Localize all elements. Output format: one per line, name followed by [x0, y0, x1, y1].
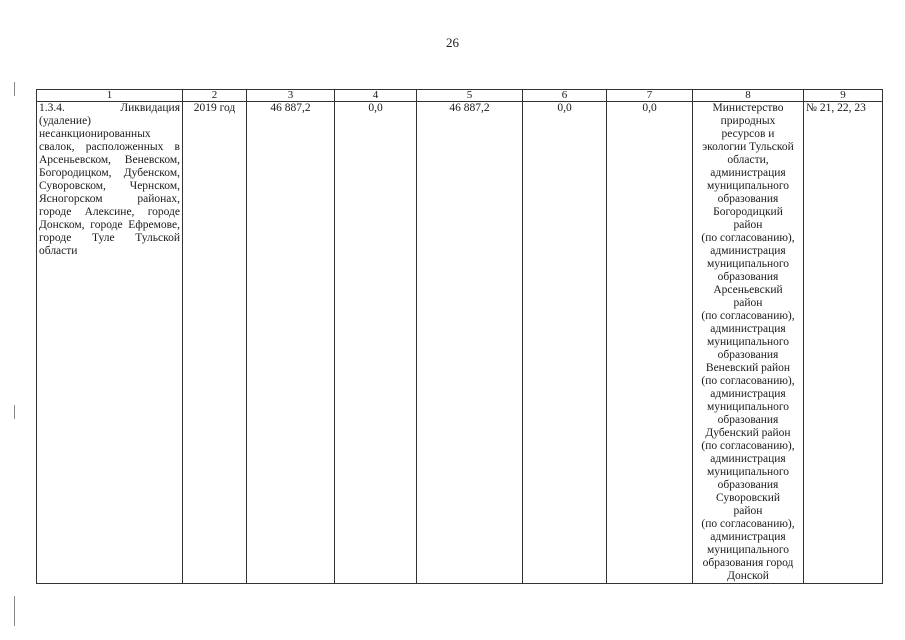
table-row — [37, 102, 883, 584]
amount-cell-col7: 0,0 — [607, 102, 693, 584]
binding-mark-mid — [14, 405, 15, 419]
binding-mark-top — [14, 82, 15, 96]
header-cell-8: 8 — [693, 90, 804, 102]
header-cell-9: 9 — [804, 90, 883, 102]
table-header-row — [37, 90, 883, 102]
period-cell: 2019 год — [183, 102, 247, 584]
responsible-executors-cell: Министерство природных ресурсов и экологии Тульской области, администрация муниципального образования Богородицкий район (по согласованию), администрация муниципального образования Арсеньевский район (по согласованию), администрация муниципального образования Веневский район (по согласованию), администрация муниципального образования Дубенский район (по согласованию), администрация муниципального образования Суворовский район (по согласованию), администрация муниципального образования город Донской — [693, 102, 804, 584]
amount-cell-col6: 0,0 — [523, 102, 607, 584]
header-cell-6: 6 — [523, 90, 607, 102]
page-number: 26 — [446, 35, 459, 50]
activity-description-cell: 1.3.4. Ликвидация (удаление) несанкционированных свалок, расположенных в Арсеньевском, Веневском, Богородицком, Дубенском, Суворовском, Чернском, Ясногорском районах, городе Алексине, городе Донском, городе Ефремове, городе Туле Тульской области — [37, 102, 183, 584]
indicator-numbers-cell: № 21, 22, 23 — [804, 102, 883, 584]
total-amount-cell: 46 887,2 — [247, 102, 335, 584]
header-cell-2: 2 — [183, 90, 247, 102]
header-cell-7: 7 — [607, 90, 693, 102]
document-table — [36, 89, 883, 584]
header-cell-1: 1 — [37, 90, 183, 102]
amount-cell-col4: 0,0 — [335, 102, 417, 584]
header-cell-5: 5 — [417, 90, 523, 102]
header-cell-3: 3 — [247, 90, 335, 102]
binding-mark-bottom — [14, 596, 15, 626]
amount-cell-col5: 46 887,2 — [417, 102, 523, 584]
header-cell-4: 4 — [335, 90, 417, 102]
